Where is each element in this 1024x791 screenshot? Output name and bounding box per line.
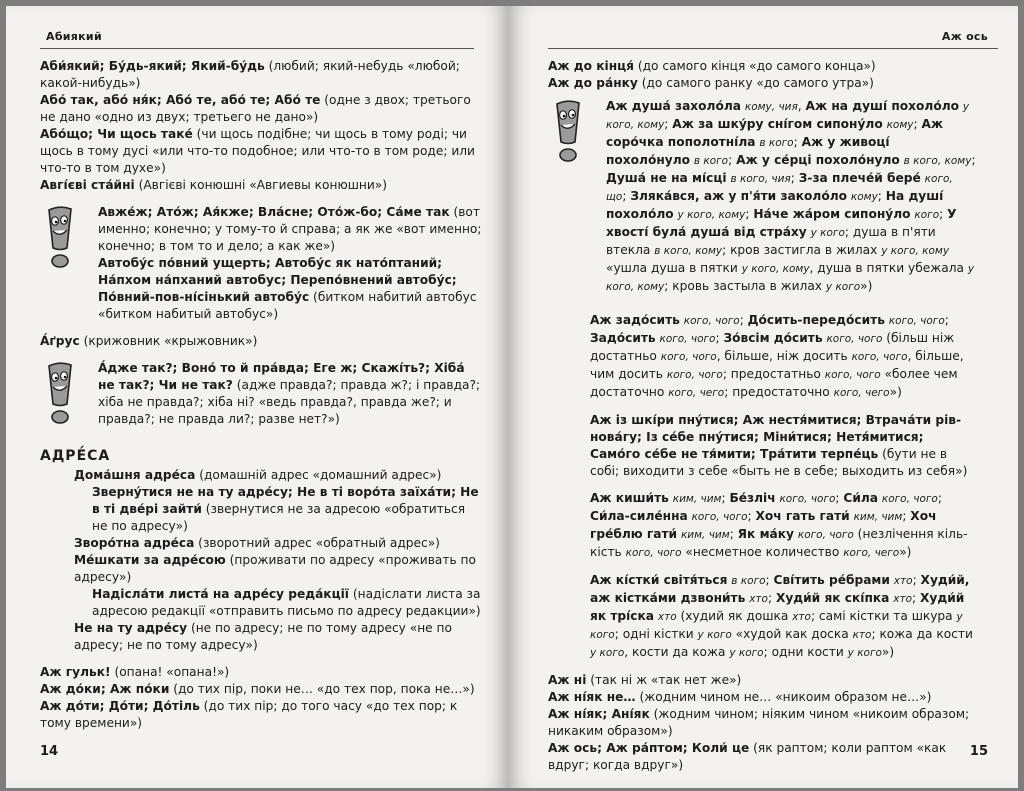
header-rule	[548, 48, 998, 49]
dictionary-entry	[40, 586, 482, 620]
definition: (жодним чином не… «никоим образом не…»)	[635, 690, 932, 704]
exclamation-mascot-icon	[40, 360, 98, 426]
headword: Аж гульк!	[40, 665, 111, 679]
dictionary-entry	[40, 698, 482, 732]
page-number: 15	[969, 744, 988, 759]
right-page	[508, 6, 1018, 788]
entry-block-kyshyt: Аж киши́ть ким, чим; Бе́зліч кого, чого; Си́ла кого, чого; Си́ла-силе́нна кого, чого; Хоч гать гати́ ким, чим; Хоч гре́блю гати́ ким, чим; Як ма́ку кого, чого (незлічення кіль-кість кого, чого «несметное количество кого, чего»)	[590, 491, 968, 559]
exclamation-mascot-icon	[548, 98, 606, 164]
headword: А́ґрус	[40, 334, 80, 348]
definition: (звернутися не за адресою «обратиться не по адресу»)	[92, 502, 466, 533]
dictionary-entry	[40, 484, 482, 535]
running-head: Абиякий	[46, 30, 102, 43]
headword: Аж ні	[548, 673, 587, 687]
definition: (домашній адрес «домашний адрес»)	[195, 468, 442, 482]
headword: Аби́який; Бу́дь-який́; Який́-бу́дь	[40, 59, 265, 73]
exclamation-mascot-icon	[40, 204, 98, 270]
dictionary-entry	[98, 204, 482, 255]
headword: Ме́шкати за адре́сою	[74, 553, 226, 567]
dictionary-entry	[40, 620, 482, 654]
definition: (опана! «опана!»)	[110, 665, 230, 679]
definition: (вот именно; конечно; у тому-то й справа; а як же «вот именно; конечно; в том то и дело; а как же»)	[98, 205, 482, 253]
dictionary-entry	[40, 333, 482, 350]
definition: (до самого ранку «до самого утра»)	[637, 76, 874, 90]
definition: (до тих пір, поки не… «до тех пор, пока не…»)	[169, 682, 475, 696]
mascot-block-2	[40, 360, 482, 428]
headword: А́дже так?; Воно́ то й пра́вда; Еге ж; Скажі́ть?; Хіба́ не так?; Чи не так?	[98, 361, 465, 392]
mascot-block-3: Аж душа́ захоло́ла кому, чия, Аж на душі́ похоло́ло у кого, кому; Аж за шку́ру сні́гом сипону́ло кому; Аж соро́чка пополотні́ла в кого; Аж у живоці́ похоло́нуло в кого; Аж у се́рці похоло́нуло в кого, кому; Душа́ не на мі́сці в кого, чия; З-за плече́й бере́ кого, що; Зляка́вся, аж у п'я́ти заколо́ло кому; На душі́ похоло́ло у кого, кому; На́че жа́ром сипону́ло кого; У хвості́ була́ душа́ від стра́ху у кого; душа в п'яти втекла в кого, кому; кров застигла в жилах у кого, кому «ушла душа в пятки у кого, кому, душа в пятки убежала у кого, кому; кровь застыла в жилах у кого»)	[548, 98, 976, 296]
dictionary-entry	[40, 177, 482, 194]
headword: Дома́шня адре́са	[74, 468, 196, 482]
dictionary-entry	[40, 552, 482, 586]
definition: (адже правда?; правда ж?; і правда?; хіба не правда?; хіба ні? «ведь правда?, правда же?; и правда?; не правда ли?; разве нет?»)	[98, 378, 481, 426]
entries-top	[548, 58, 976, 92]
left-page	[6, 6, 508, 788]
entry-block-kistky: Аж кі́стки́ світя́ться в кого; Сві́тить ре́брами хто; Худи́й, аж кістка́ми дзвони́ть хто; Худи́й як скі́пка хто; Худи́й як трі́ска хто (худий як дошка хто; самі кістки та шкура у кого; одні кістки у кого «худой как доска кто; кожа да кости у кого, кости да кожа у кого; одни кости у кого»)	[590, 573, 973, 659]
dictionary-entry	[548, 689, 976, 706]
dictionary-entry	[98, 255, 482, 323]
dictionary-entry	[548, 672, 976, 689]
dictionary-entry	[40, 126, 482, 177]
entries-top	[40, 58, 482, 194]
dictionary-entry	[548, 58, 976, 75]
section-title: АДРЕ́СА	[40, 448, 111, 464]
left-content	[40, 58, 482, 732]
definition: (до самого кінця «до самого конца»)	[634, 59, 876, 73]
headword: Аж до́ти; До́ти; До́тіль	[40, 699, 200, 713]
headword: Авже́ж; Ато́ж; Ая́кже; Вла́сне; Ото́ж-бо; Са́ме так	[98, 205, 450, 219]
headword: Надісла́ти листа́ на адре́су реда́кції	[92, 587, 349, 601]
headword: Аж ось; Аж ра́птом; Коли́ це	[548, 741, 750, 755]
headword: Аж до́ки; Аж по́ки	[40, 682, 170, 696]
headword: Аж до ра́нку	[548, 76, 638, 90]
definition: (битком набитий автобус «битком набитый автобус»)	[98, 290, 477, 321]
definition: (надіслати листа за адресою редакції «отправить письмо по адресу редакции»)	[92, 587, 481, 618]
definition: (любий; який-небудь «любой; какой-нибудь»)	[40, 59, 460, 90]
dictionary-entry	[40, 664, 482, 681]
definition: (Авгієві конюшні «Авгиевы конюшни»)	[134, 178, 387, 192]
entry-block-dosyt: Аж задо́сить кого, чого; До́сить-передо́сить кого, чого; Задо́сить кого, чого; Зо́всім до́сить кого, чого (більш ніж достатньо кого, чого, більше, ніж досить кого, чого, більше, чим досить кого, чого; предостатньо кого, чого «более чем достаточно кого, чего; предостаточно кого, чего»)	[590, 313, 964, 399]
dictionary-entry	[40, 58, 482, 92]
dictionary-entry	[40, 92, 482, 126]
headword: Автобу́с по́вний ущерть; Автобу́с як нато́птаний; На́пхом на́пханий автобус; Перепо́внений автобу́с; По́вний-пов-ні́сінький автобу́с	[98, 256, 457, 304]
running-head: Аж ось	[941, 30, 988, 43]
headword: Авгі́єві ста́йні	[40, 178, 135, 192]
dictionary-entry	[548, 740, 976, 774]
entry-agrus	[40, 333, 482, 350]
definition: (чи щось подібне; чи щось в тому роді; чи щось в тому дусі «или что-то подобное; или что-то в том роде; или что-то в том духе»)	[40, 127, 475, 175]
mascot-block-1	[40, 204, 482, 323]
dictionary-entry	[40, 681, 482, 698]
headword: Аж до кінця́	[548, 59, 634, 73]
entries-bottom	[548, 672, 976, 774]
definition: (крижовник «крыжовник»)	[79, 334, 258, 348]
header-rule	[40, 48, 474, 49]
definition: (до тих пір; до того часу «до тех пор; к тому времени»)	[40, 699, 458, 730]
headword: Або́ так, або́ ня́к; Або́ те, або́ те; Або́ те	[40, 93, 321, 107]
right-content	[548, 58, 976, 774]
headword: Або́що; Чи щось таке́	[40, 127, 193, 141]
definition: (зворотний адрес «обратный адрес»)	[194, 536, 440, 550]
headword: Не на ту адре́су	[74, 621, 188, 635]
dictionary-entry	[548, 75, 976, 92]
definition: (проживати по адресу «проживать по адресу»)	[74, 553, 476, 584]
headword: Аж ні́як; Ані́як	[548, 707, 650, 721]
headword: Зворо́тна адре́са	[74, 536, 195, 550]
entry-block-nestiamytysia: Аж із шкі́ри пну́тися; Аж нестя́митися; Втрача́ти рів-нова́гу; Із се́бе пну́тися; Міни́тися; Нетя́митися; Само́го се́бе не тя́мити; Тра́тити терпе́ць (бути не в собі; виходити з себе «быть не в себе; выходить из себя»)	[590, 413, 968, 478]
definition: (так ні ж «так нет же»)	[586, 673, 742, 687]
dictionary-entry	[40, 467, 482, 484]
dictionary-entry	[40, 535, 482, 552]
definition: (жодним чином; ніяким чином «никоим образом; никаким образом»)	[548, 707, 970, 738]
entries-bottom	[40, 664, 482, 732]
address-entries	[40, 467, 482, 654]
definition: (не по адресу; не по тому адресу «не по адресу; не по тому адресу»)	[74, 621, 452, 652]
definition: (одне з двох; третього не дано «одно из двух; третьего не дано»)	[40, 93, 471, 124]
headword: Аж ні́як не…	[548, 690, 636, 704]
definition: (як раптом; коли раптом «как вдруг; когда вдруг»)	[548, 741, 947, 772]
headword: Зверну́тися не на ту адре́су; Не в ті воро́та заїха́ти; Не в ті две́рі зайти́	[92, 485, 479, 516]
dictionary-entry	[548, 706, 976, 740]
page-number: 14	[40, 744, 59, 759]
dictionary-entry	[98, 360, 482, 428]
